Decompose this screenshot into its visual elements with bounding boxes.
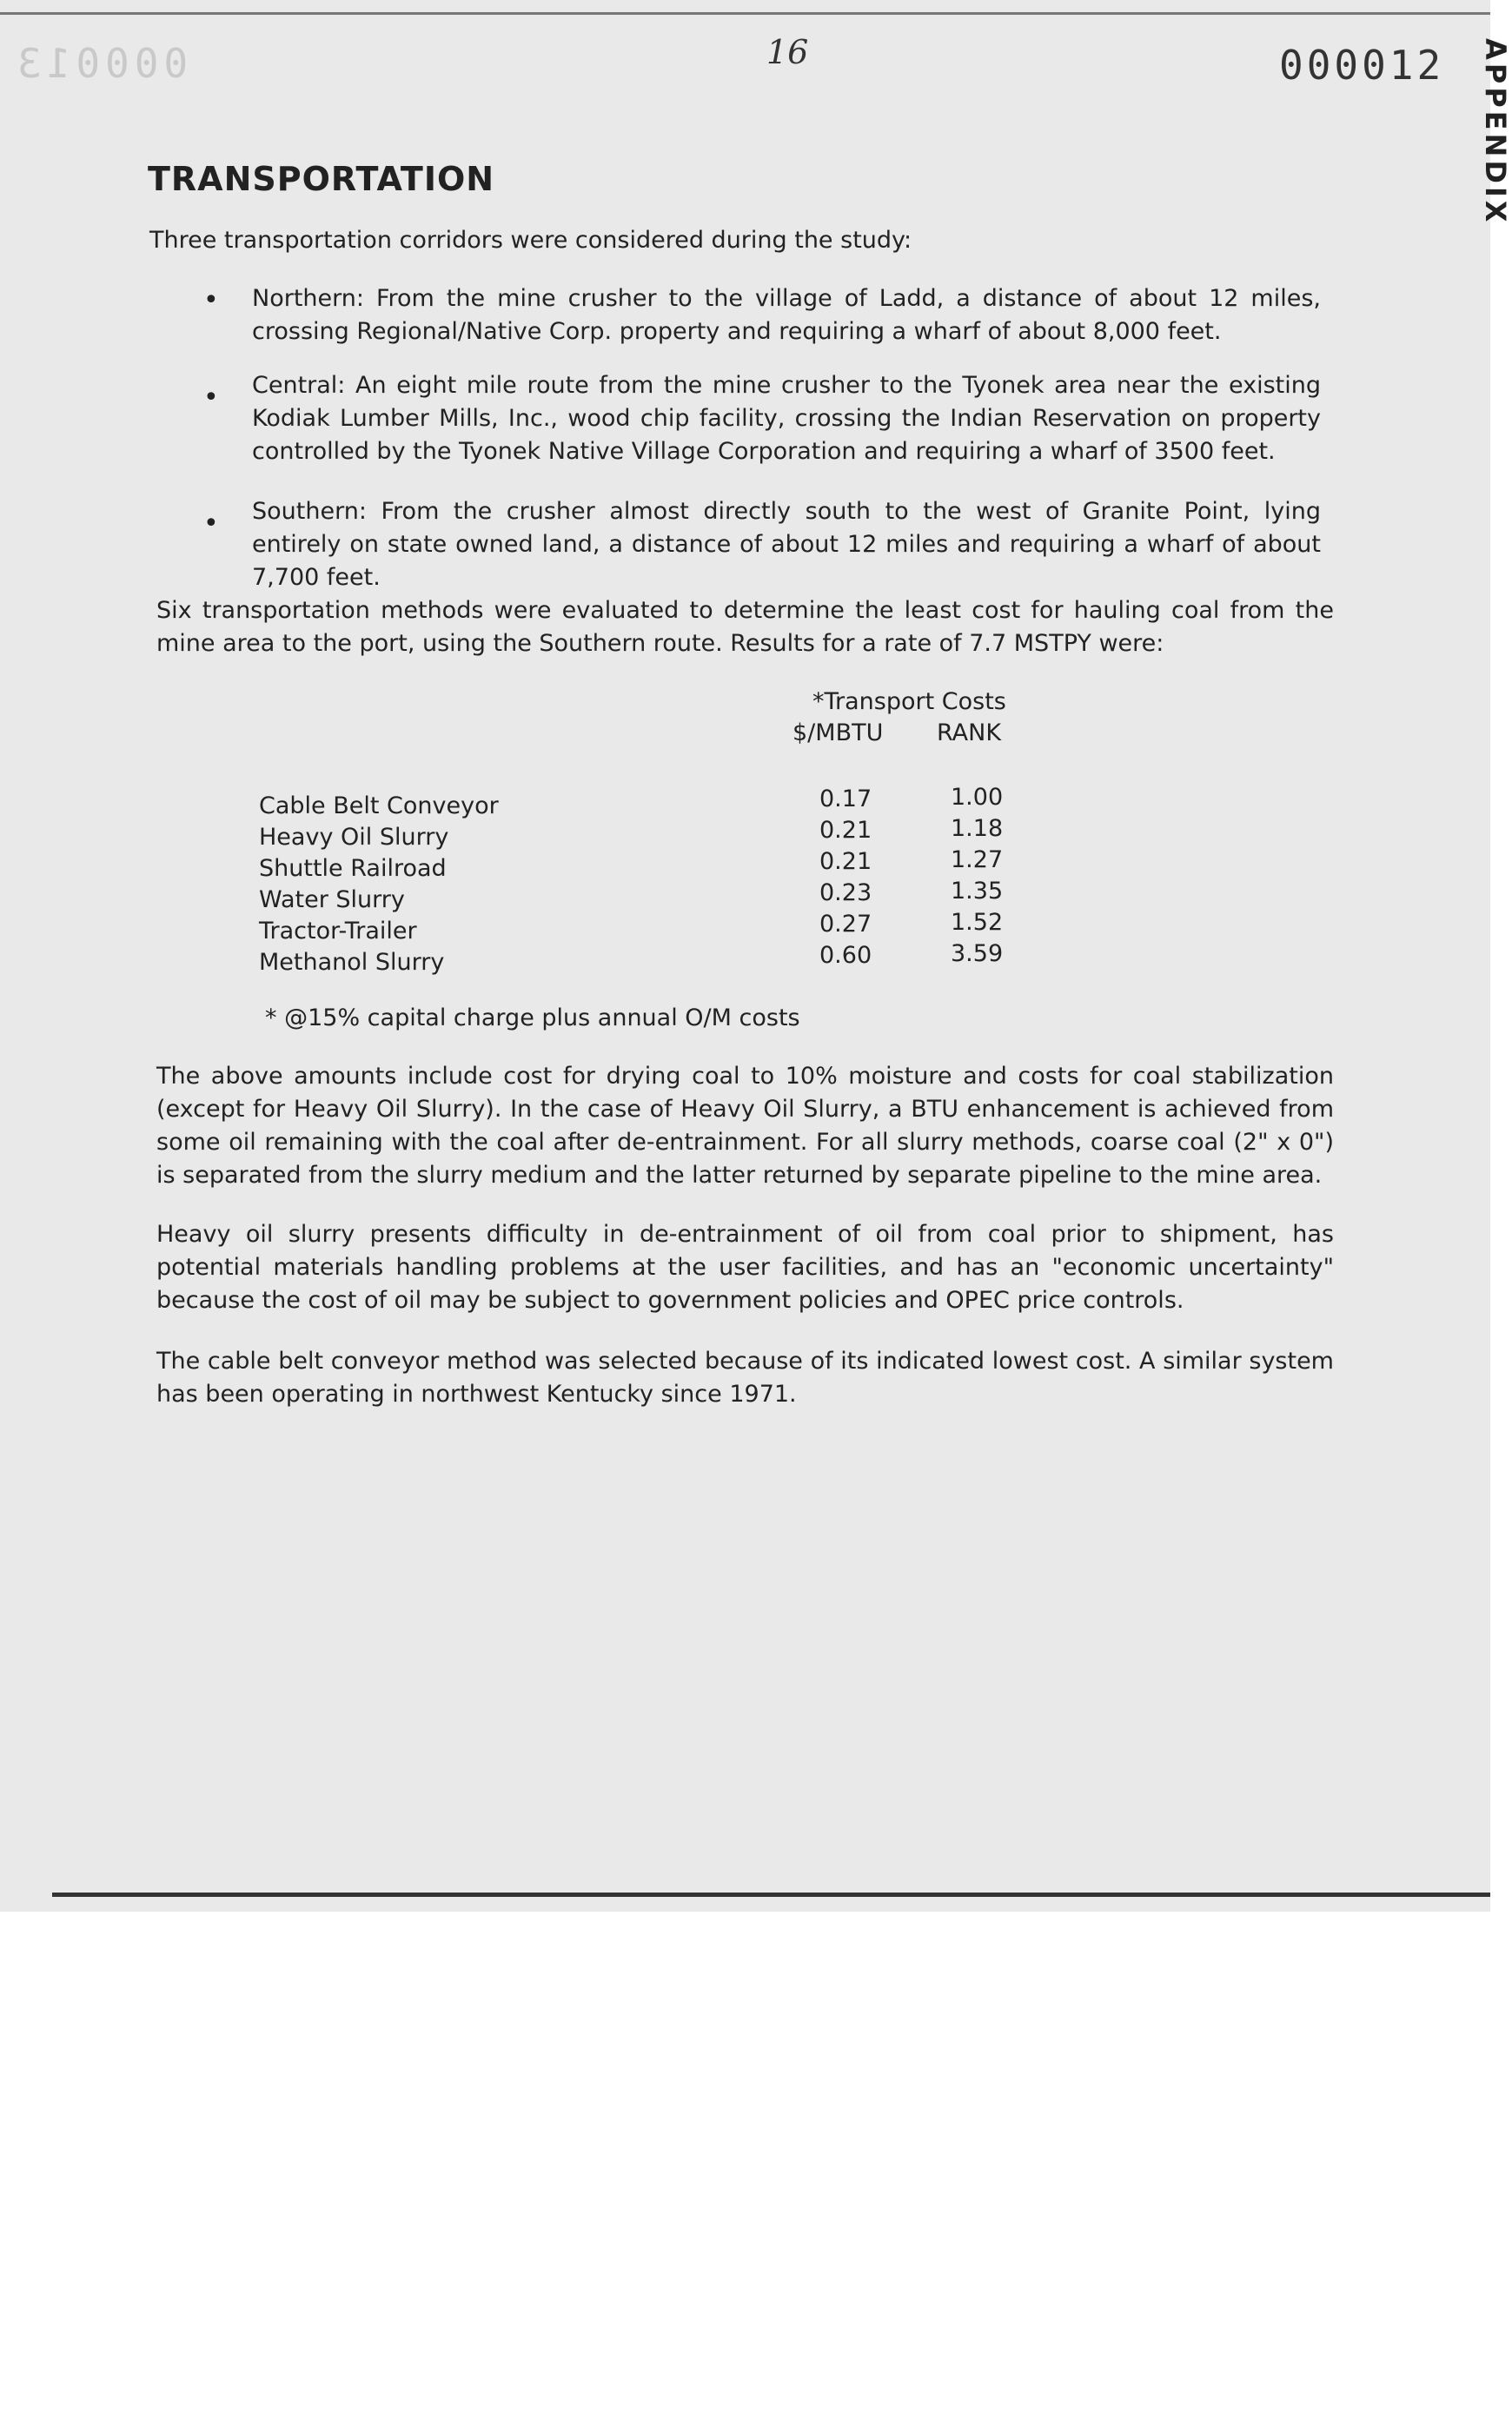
corridor-northern: Northern: From the mine crusher to the village of Ladd, a distance of about 12 miles, crossing Regional/Native Corp. property and requiring a wharf of about 8,000 feet. — [252, 285, 1321, 345]
table-row-cost: 0.60 — [819, 942, 872, 969]
methods-intro: Six transportation methods were evaluated to determine the least cost for hauling coal from the mine area to the port, using the Southern route. Results for a rate of 7.7 MSTPY were: — [156, 597, 1334, 657]
paragraph-selection: The cable belt conveyor method was selected because of its indicated lowest cost. A similar system has been operating in northwest Kentucky since 1971. — [156, 1348, 1334, 1408]
table-row-rank: 1.18 — [951, 815, 1004, 842]
corridor-southern: Southern: From the crusher almost directly south to the west of Granite Point, lying entirely on state owned land, a distance of about 12 miles and requiring a wharf of about 7,700 feet. — [252, 498, 1321, 591]
ghost-stamp-number: 000013 — [12, 40, 189, 87]
top-edge-line — [0, 12, 1490, 15]
table-row-rank: 1.27 — [951, 846, 1004, 873]
table-row-rank: 3.59 — [951, 940, 1004, 967]
corridor-central: Central: An eight mile route from the mine crusher to the Tyonek area near the existing Kodiak Lumber Mills, Inc., wood chip facility, crossing the Indian Reservation on property controlled by the Tyonek Native Village Corporation and requiring a wharf of 3500 feet. — [252, 372, 1321, 465]
handwritten-page-number: 16 — [766, 33, 809, 71]
table-header-cost: $/MBTU — [792, 719, 884, 746]
table-row-rank: 1.35 — [951, 878, 1004, 905]
table-row-cost: 0.27 — [819, 911, 872, 938]
table-row-method: Water Slurry — [259, 886, 405, 913]
table-row-method: Shuttle Railroad — [259, 855, 447, 882]
document-number: 000012 — [1279, 42, 1445, 89]
appendix-side-label: APPENDIX — [1479, 38, 1512, 226]
table-row-method: Cable Belt Conveyor — [259, 792, 499, 819]
table-row-method: Tractor-Trailer — [259, 918, 417, 945]
table-row-cost: 0.21 — [819, 848, 872, 875]
bullet-icon: • — [203, 508, 219, 539]
table-row-cost: 0.17 — [819, 786, 872, 812]
table-row-method: Heavy Oil Slurry — [259, 824, 449, 851]
table-row-rank: 1.52 — [951, 909, 1004, 936]
table-footnote: * @15% capital charge plus annual O/M costs — [265, 1004, 800, 1031]
table-row-cost: 0.21 — [819, 817, 872, 844]
table-row-rank: 1.00 — [951, 784, 1004, 811]
table-row-cost: 0.23 — [819, 879, 872, 906]
paragraph-drying-costs: The above amounts include cost for drying coal to 10% moisture and costs for coal stabilization (except for Heavy Oil Slurry). In the case of Heavy Oil Slurry, a BTU enhancement is achieved from some oil remaining with the coal after de-entrainment. For all slurry methods, coarse coal (2" x 0") is separated from the slurry medium and the latter returned by separate pipeline to the mine area. — [156, 1063, 1334, 1189]
bullet-icon: • — [203, 382, 219, 413]
table-row-method: Methanol Slurry — [259, 949, 445, 976]
table-header-group: *Transport Costs — [812, 688, 1006, 715]
bottom-edge-line — [52, 1893, 1490, 1897]
intro-text: Three transportation corridors were considered during the study: — [149, 227, 912, 254]
paragraph-heavy-oil-slurry: Heavy oil slurry presents difficulty in de-entrainment of oil from coal prior to shipment, has potential materials handling problems at the user facilities, and has an "economic uncertainty" because the cost of oil may be subject to government policies and OPEC price controls. — [156, 1221, 1334, 1314]
bullet-icon: • — [203, 285, 219, 315]
table-header-rank: RANK — [937, 719, 1002, 746]
section-title: TRANSPORTATION — [148, 160, 495, 198]
